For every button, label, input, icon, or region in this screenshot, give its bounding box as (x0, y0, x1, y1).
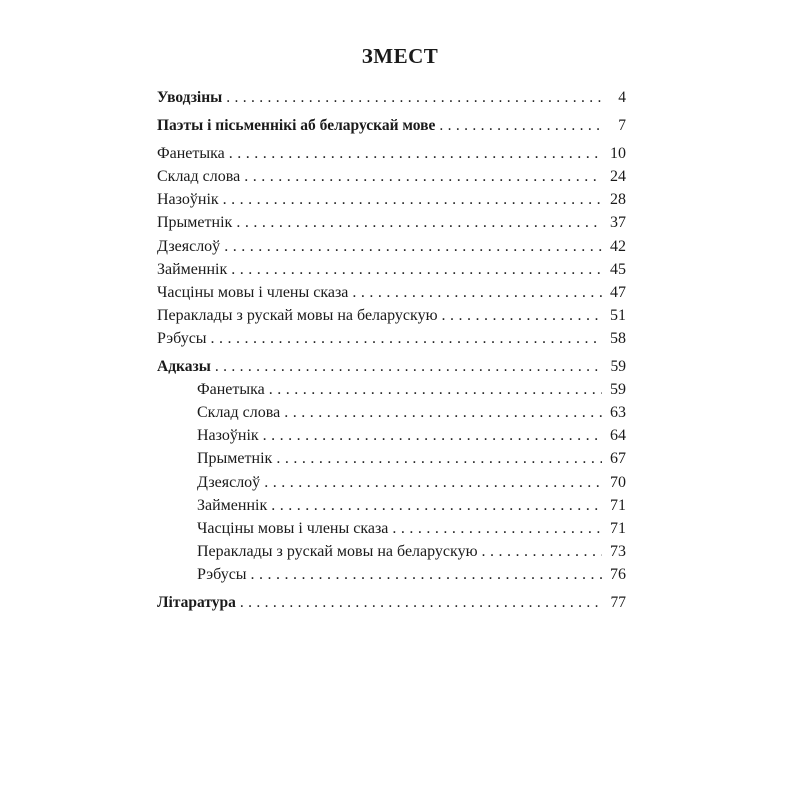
toc-subentry[interactable] (157, 378, 626, 401)
toc-entry[interactable] (157, 211, 626, 234)
toc-entry-label: Фанетыка (157, 145, 225, 163)
toc-entry[interactable] (157, 86, 626, 109)
toc-dot-leader (482, 540, 602, 563)
toc-dot-leader (215, 355, 602, 378)
toc-entry-label: Адказы (157, 358, 211, 376)
toc-dot-leader (223, 188, 602, 211)
toc-dot-leader (392, 517, 602, 540)
toc-page-number: 7 (618, 117, 626, 135)
toc-entry-label: Паэты і пісьменнікі аб беларускай мове (157, 117, 436, 135)
toc-page-number: 64 (610, 427, 626, 445)
toc-page-number: 47 (610, 283, 626, 301)
toc-dot-leader (244, 165, 602, 188)
toc-entry[interactable] (157, 281, 626, 304)
toc-entry[interactable] (157, 114, 626, 137)
toc-subentry[interactable] (157, 494, 626, 517)
toc-entry-label: Літаратура (157, 593, 236, 611)
toc-dot-leader (231, 258, 602, 281)
toc-entry-label: Склад слова (197, 404, 281, 422)
toc-dot-leader (442, 304, 602, 327)
toc-dot-leader (224, 235, 602, 258)
toc-subentry[interactable] (157, 401, 626, 424)
toc-entry-label: Пераклады з рускай мовы на беларускую (157, 306, 438, 324)
toc-page-number: 42 (610, 237, 626, 255)
page-title: ЗМЕСТ (361, 44, 439, 68)
toc-entry-label: Склад слова (157, 168, 241, 186)
toc-entry-label: Фанетыка (197, 381, 265, 399)
toc-page-number: 63 (610, 404, 626, 422)
toc-page-number: 67 (610, 450, 626, 468)
toc-entry[interactable] (157, 188, 626, 211)
toc-dot-leader (276, 447, 602, 470)
toc-dot-leader (236, 211, 602, 234)
toc-dot-leader (229, 142, 602, 165)
toc-dot-leader (271, 494, 602, 517)
toc-entry[interactable] (157, 258, 626, 281)
toc-page-number: 59 (610, 381, 626, 399)
toc-subentry[interactable] (157, 563, 626, 586)
toc-dot-leader (263, 424, 602, 447)
toc-entry[interactable] (157, 591, 626, 614)
toc-page-number: 70 (610, 473, 626, 491)
toc-dot-leader (439, 114, 602, 137)
toc-entry-label: Пераклады з рускай мовы на беларускую (197, 542, 478, 560)
toc-page-number: 45 (610, 260, 626, 278)
toc-entry-label: Назоўнік (157, 191, 219, 209)
toc-page-number: 51 (610, 306, 626, 324)
toc-dot-leader (226, 86, 602, 109)
toc-dot-leader (211, 327, 602, 350)
toc-page-number: 4 (618, 89, 626, 106)
toc-page-number: 76 (610, 565, 626, 583)
toc-entry-label: Назоўнік (197, 427, 259, 445)
toc-subentry[interactable] (157, 447, 626, 470)
toc-subentry[interactable] (157, 517, 626, 540)
toc-entry[interactable] (157, 304, 626, 327)
toc-page-number: 28 (610, 191, 626, 209)
toc-entry[interactable] (157, 235, 626, 258)
toc-entry[interactable] (157, 142, 626, 165)
toc-entry[interactable] (157, 327, 626, 350)
toc-dot-leader (269, 378, 602, 401)
toc-dot-leader (352, 281, 602, 304)
toc-entry[interactable] (157, 165, 626, 188)
toc-page-number: 37 (610, 214, 626, 232)
toc-dot-leader (264, 471, 602, 494)
toc-dot-leader (240, 591, 602, 614)
toc-subentry[interactable] (157, 471, 626, 494)
toc-entry-label: Рэбусы (157, 329, 207, 347)
toc-entry-label: Часціны мовы і члены сказа (157, 283, 349, 301)
toc-entry-label: Прыметнік (157, 214, 233, 232)
toc-entry[interactable] (157, 355, 626, 378)
toc-subentry[interactable] (157, 424, 626, 447)
toc-page-number: 58 (610, 329, 626, 347)
toc-page-number: 10 (610, 145, 626, 163)
table-of-contents (157, 86, 626, 614)
toc-page-number: 77 (610, 593, 626, 611)
toc-entry-label: Рэбусы (197, 565, 247, 583)
toc-entry-label: Займеннік (157, 260, 228, 278)
toc-page-number: 71 (610, 519, 626, 537)
toc-page-number: 59 (610, 358, 626, 376)
toc-page-number: 24 (610, 168, 626, 186)
toc-entry-label: Дзеяслоў (157, 237, 221, 255)
toc-subentry[interactable] (157, 540, 626, 563)
toc-entry-label: Часціны мовы і члены сказа (197, 519, 389, 537)
toc-entry-label: Уводзіны (157, 89, 223, 106)
toc-page-number: 73 (610, 542, 626, 560)
toc-entry-label: Дзеяслоў (197, 473, 261, 491)
toc-page-number: 71 (610, 496, 626, 514)
toc-dot-leader (284, 401, 602, 424)
toc-entry-label: Прыметнік (197, 450, 273, 468)
toc-dot-leader (251, 563, 602, 586)
toc-entry-label: Займеннік (197, 496, 268, 514)
